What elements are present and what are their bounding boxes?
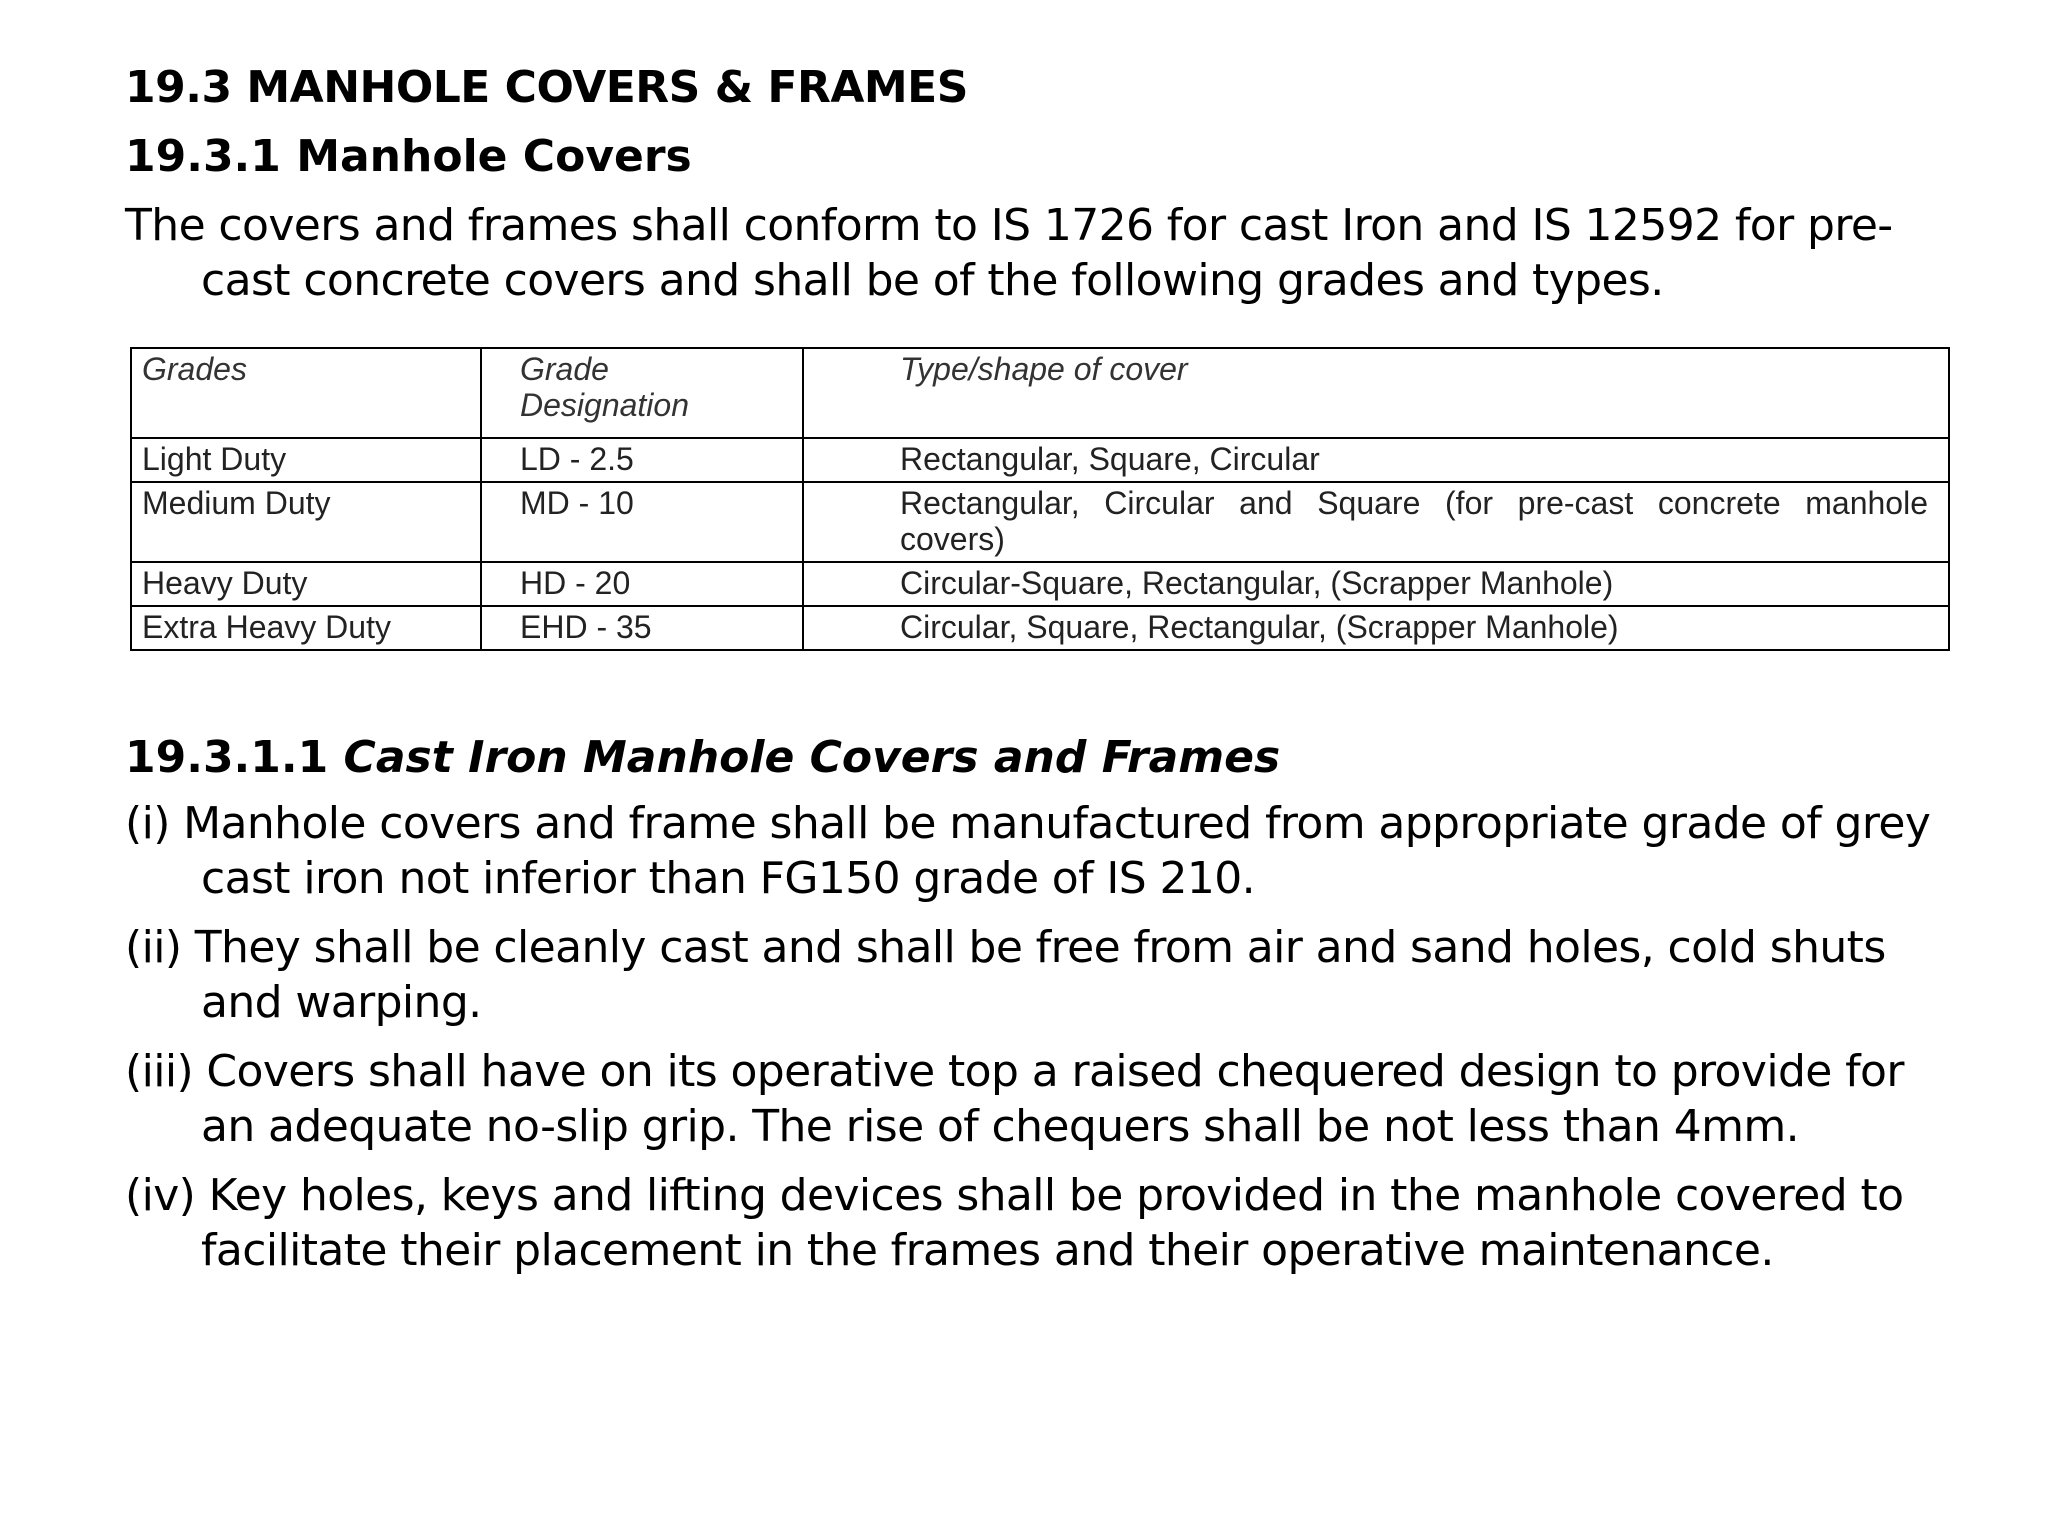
- section-title: Cast Iron Manhole Covers and Frames: [343, 732, 1281, 783]
- clause-i: (i) Manhole covers and frame shall be manufactured from appropriate grade of grey cast iron not inferior than FG150 grade of IS 210.: [125, 798, 1931, 904]
- section-heading: [125, 728, 1280, 788]
- cell-designation: LD - 2.5: [481, 438, 803, 482]
- cell-type: Circular-Square, Rectangular, (Scrapper Manhole): [803, 562, 1949, 606]
- cell-designation: HD - 20: [481, 562, 803, 606]
- table-row: [131, 482, 1949, 562]
- main-heading: 19.3 MANHOLE COVERS & FRAMES: [125, 62, 968, 113]
- section-number: 19.3.1.1: [125, 732, 344, 783]
- header-grades: Grades: [131, 348, 481, 438]
- table-header-row: [131, 348, 1949, 438]
- cell-designation: MD - 10: [481, 482, 803, 562]
- cell-type: Rectangular, Circular and Square (for pre-cast concrete manhole covers): [803, 482, 1949, 562]
- table-row: [131, 562, 1949, 606]
- cell-grade: Medium Duty: [131, 482, 481, 562]
- table-row: [131, 606, 1949, 650]
- cell-designation: EHD - 35: [481, 606, 803, 650]
- clause-iii: (iii) Covers shall have on its operative top a raised chequered design to provide for an adequate no-slip grip. The rise of chequers shall be not less than 4mm.: [125, 1046, 1904, 1152]
- cell-type: Circular, Square, Rectangular, (Scrapper Manhole): [803, 606, 1949, 650]
- cell-grade: Light Duty: [131, 438, 481, 482]
- table-row: [131, 438, 1949, 482]
- clause-iv: (iv) Key holes, keys and lifting devices shall be provided in the manhole covered to facilitate their placement in the frames and their operative maintenance.: [125, 1170, 1904, 1276]
- header-grade-designation: Grade Designation: [481, 348, 803, 438]
- cell-grade: Extra Heavy Duty: [131, 606, 481, 650]
- cell-type: Rectangular, Square, Circular: [803, 438, 1949, 482]
- cell-grade: Heavy Duty: [131, 562, 481, 606]
- clause-ii: (ii) They shall be cleanly cast and shall be free from air and sand holes, cold shuts and warping.: [125, 922, 1886, 1028]
- grades-table: [130, 347, 1950, 651]
- intro-paragraph: The covers and frames shall conform to IS 1726 for cast Iron and IS 12592 for pre-cast concrete covers and shall be of the following grades and types.: [125, 200, 1893, 306]
- header-type-shape: Type/shape of cover: [803, 348, 1949, 438]
- sub-heading: 19.3.1 Manhole Covers: [125, 131, 692, 182]
